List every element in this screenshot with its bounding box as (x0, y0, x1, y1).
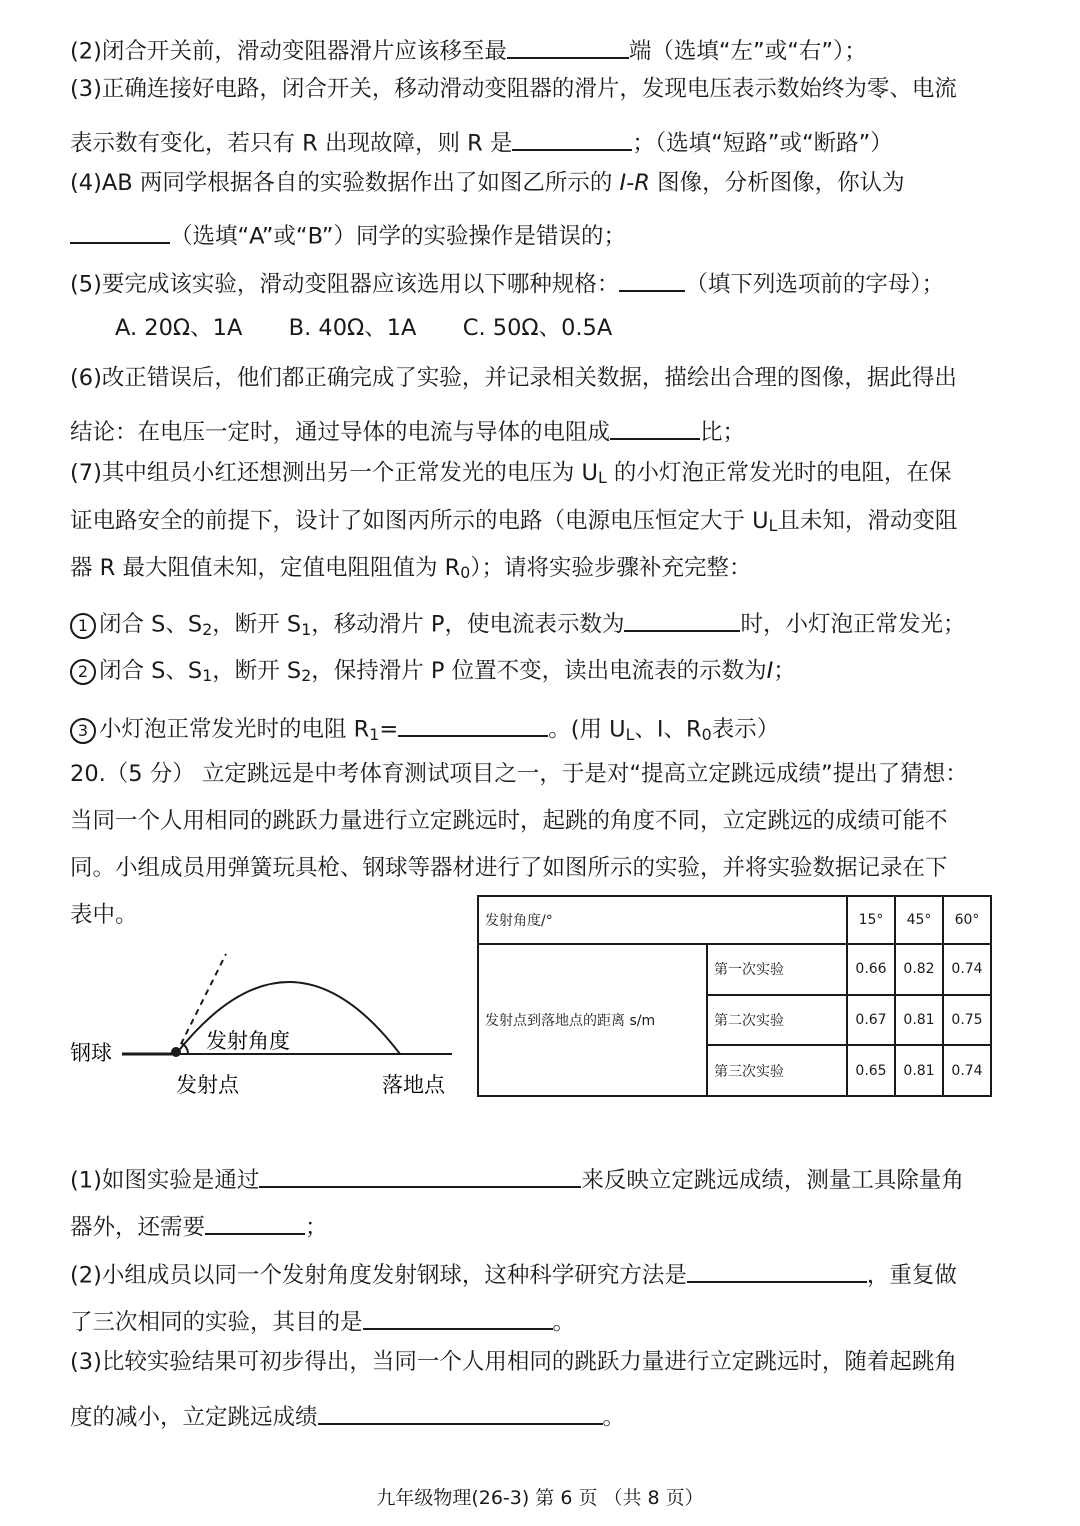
angle-60: 60° (943, 896, 991, 944)
label-ball: 钢球 (70, 1041, 112, 1065)
q20-p1-text: (1)如图实验是通过 (70, 1167, 260, 1194)
q19-part2 (70, 33, 867, 63)
q20-part1-line1 (70, 1162, 964, 1192)
trial-value: 0.65 (847, 1045, 895, 1096)
q19-p3-blank[interactable] (512, 125, 632, 151)
q20-p2-l2-text: 了三次相同的实验，其目的是 (70, 1309, 363, 1336)
step3-text: 。(用 U (548, 716, 626, 743)
step2-text: ，保持滑片 P 位置不变，读出电流表的示数为 (311, 658, 767, 684)
trial-value: 0.67 (847, 995, 895, 1046)
trajectory-figure (60, 940, 470, 1120)
step1-text-end: 时，小灯泡正常发光； (740, 611, 966, 638)
subscript: 0 (701, 724, 712, 744)
q19-p7-l2-text-end: 且未知，滑动变阻 (777, 508, 958, 534)
subscript: 2 (301, 666, 312, 686)
header-angle-label: 发射角度/° (478, 896, 847, 944)
angle-45: 45° (895, 896, 943, 944)
trial-name: 第二次实验 (707, 995, 847, 1046)
q19-p6-text-end: 比； (700, 419, 746, 446)
step3-text-end: 表示） (711, 716, 780, 743)
q20-line4: 表中。 (70, 902, 138, 928)
q19-p2-blank[interactable] (507, 33, 629, 59)
step1-text: ，移动滑片 P，使电流表示数为 (311, 611, 625, 638)
subscript: 2 (202, 619, 213, 639)
trial-value: 0.82 (895, 944, 943, 995)
trial-name: 第一次实验 (707, 944, 847, 995)
q19-p7-text: (7)其中组员小红还想测出另一个正常发光的电压为 U (70, 460, 598, 486)
q20-part2-line2 (70, 1304, 575, 1334)
step2-text-end: ； (773, 658, 796, 684)
experiment-table (477, 895, 992, 1097)
q20-p1-l2-text: 器外，还需要 (70, 1214, 206, 1241)
q19-part3-line1: (3)正确连接好电路，闭合开关，移动滑动变阻器的滑片，发现电压表示数始终为零、电流 (70, 76, 957, 102)
step3-text: 、I、R (634, 716, 702, 743)
trial-value: 0.75 (943, 995, 991, 1046)
q19-p3-text: 表示数有变化，若只有 R 出现故障，则 R 是 (70, 130, 513, 157)
page-footer: 九年级物理(26-3) 第 6 页 （共 8 页） (376, 1487, 704, 1509)
subscript: 1 (369, 724, 380, 744)
q19-part7-line3 (70, 557, 752, 581)
step3-blank[interactable] (398, 711, 548, 737)
q20-line3: 同。小组成员用弹簧玩具枪、钢球等器材进行了如图所示的实验，并将实验数据记录在下 (70, 855, 948, 881)
subscript: 1 (202, 666, 213, 686)
q19-p5-options (115, 317, 612, 340)
q20-p1-l2-text-end: ； (305, 1214, 328, 1241)
q20-part2-line1 (70, 1257, 957, 1287)
q20-p2-l2-text-end: 。 (552, 1309, 576, 1336)
subscript: L (625, 724, 635, 744)
current-symbol: I (766, 658, 774, 684)
q19-part3-line2 (70, 125, 893, 155)
q20-p1-blank2[interactable] (205, 1209, 305, 1235)
option-a[interactable]: A. 20Ω、1A (115, 315, 243, 341)
q20-p1-blank1[interactable] (259, 1162, 581, 1188)
q19-p4-line2-text: （选填“A”或“B”）同学的实验操作是错误的； (170, 223, 626, 250)
step3-text: = (379, 716, 399, 743)
q19-p5-blank[interactable] (619, 266, 685, 292)
q19-p6-blank[interactable] (610, 414, 700, 440)
q19-p4-text: (4)AB 两同学根据各自的实验数据作出了如图乙所示的 (70, 170, 613, 196)
q20-part3-line2 (70, 1399, 625, 1429)
q19-p4-text-end: 图像，分析图像，你认为 (657, 170, 905, 196)
q20-p3-text-end: 。 (602, 1404, 626, 1431)
q20-p2-blank2[interactable] (363, 1304, 553, 1330)
q19-step3 (70, 711, 779, 744)
q20-p3-text: 度的减小，立定跳远成绩 (70, 1404, 318, 1431)
q19-part7-line2 (70, 510, 957, 534)
q19-p7-l3-text: 器 R 最大阻值未知，定值电阻阻值为 R (70, 555, 461, 581)
q19-p4-blank[interactable] (70, 218, 170, 244)
q19-part6-line2 (70, 414, 745, 444)
q20-p2-blank1[interactable] (687, 1257, 867, 1283)
option-b[interactable]: B. 40Ω、1A (288, 315, 417, 341)
q20-p3-blank[interactable] (318, 1399, 603, 1425)
label-launch-point: 发射点 (176, 1073, 239, 1097)
q19-step2 (70, 659, 796, 685)
step-number-icon: 1 (70, 613, 96, 639)
q19-p7-l3-text-end: ）；请将实验步骤补充完整： (470, 555, 752, 581)
q19-part6-line1: (6)改正错误后，他们都正确完成了实验，并记录相关数据，描绘出合理的图像，据此得出 (70, 365, 957, 391)
step3-text: 小灯泡正常发光时的电阻 R (99, 716, 370, 743)
subscript: 0 (460, 563, 471, 583)
q19-p7-text-end: 的小灯泡正常发光时的电阻，在保 (606, 460, 952, 486)
q20-p2-text: (2)小组成员以同一个发射角度发射钢球，这种科学研究方法是 (70, 1262, 687, 1289)
q20-p1-text-end: 来反映立定跳远成绩，测量工具除量角 (581, 1167, 964, 1194)
q19-p5-text: (5)要完成该实验，滑动变阻器应该选用以下哪种规格： (70, 271, 620, 298)
subscript: L (598, 468, 607, 488)
q20-p2-text-end: ，重复做 (866, 1262, 957, 1289)
step-number-icon: 2 (70, 659, 96, 685)
q19-p3-text-end: ；（选填“短路”或“断路”） (632, 130, 893, 157)
step2-text: ，断开 S (212, 658, 302, 684)
q19-p2-text-end: 端（选填“左”或“右”）； (628, 38, 867, 65)
subscript: 1 (301, 619, 312, 639)
trial-value: 0.81 (895, 995, 943, 1046)
label-angle: 发射角度 (206, 1029, 290, 1053)
subscript: L (768, 516, 778, 536)
option-c[interactable]: C. 50Ω、0.5A (462, 315, 613, 341)
angle-15: 15° (847, 896, 895, 944)
q20-line2: 当同一个人用相同的跳跃力量进行立定跳远时，起跳的角度不同，立定跳远的成绩可能不 (70, 808, 948, 834)
trial-value: 0.66 (847, 944, 895, 995)
q19-p4-graph-label: I-R (619, 170, 650, 196)
label-landing-point: 落地点 (382, 1073, 445, 1097)
trial-value: 0.74 (943, 944, 991, 995)
q19-step1 (70, 606, 965, 639)
q19-part5 (70, 266, 944, 296)
q20-part3-line1: (3)比较实验结果可初步得出，当同一个人用相同的跳跃力量进行立定跳远时，随着起跳角 (70, 1349, 957, 1375)
table-header-row (478, 896, 991, 944)
row-distance-label: 发射点到落地点的距离 s/m (478, 944, 707, 1096)
q19-part7-line1 (70, 462, 951, 486)
step-number-icon: 3 (70, 718, 96, 744)
step1-text: ，断开 S (212, 611, 302, 638)
step1-text: 闭合 S、S (99, 611, 203, 638)
q19-p5-text-end: （填下列选项前的字母）； (685, 271, 945, 298)
step2-text: 闭合 S、S (99, 658, 203, 684)
q19-p2-text: (2)闭合开关前，滑动变阻器滑片应该移至最 (70, 38, 507, 65)
step1-blank[interactable] (624, 606, 740, 632)
q20-part1-line2 (70, 1209, 328, 1239)
q19-part4-line2 (70, 218, 626, 248)
q19-p6-text: 结论：在电压一定时，通过导体的电流与导体的电阻成 (70, 419, 611, 446)
trial-value: 0.74 (943, 1045, 991, 1096)
trial-value: 0.81 (895, 1045, 943, 1096)
table-row (478, 944, 991, 995)
q19-p7-l2-text: 证电路安全的前提下，设计了如图丙所示的电路（电源电压恒定大于 U (70, 508, 769, 534)
trial-name: 第三次实验 (707, 1045, 847, 1096)
q19-part4-line1 (70, 172, 905, 195)
q20-line1: 20.（5 分） 立定跳远是中考体育测试项目之一，于是对“提高立定跳远成绩”提出了猜想： (70, 761, 968, 787)
angle-arc-icon (181, 1043, 188, 1054)
